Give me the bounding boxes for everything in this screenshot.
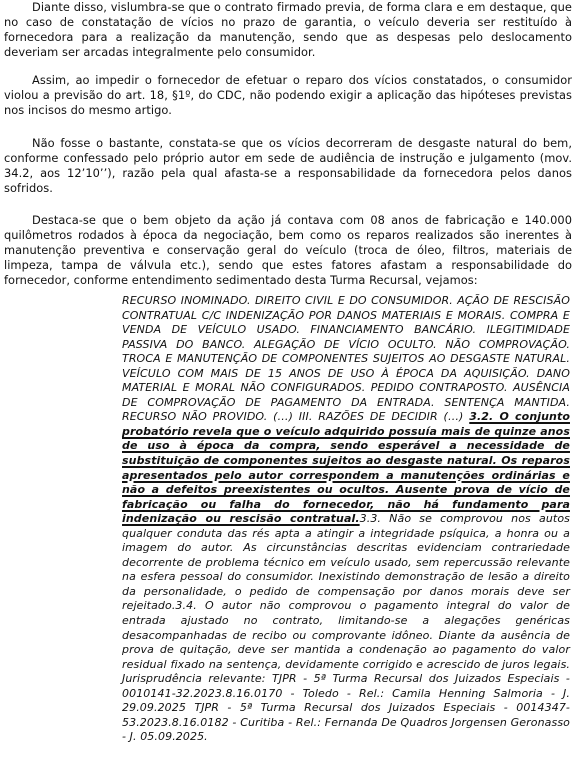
paragraph-vehicle-age: Destaca-se que o bem objeto da ação já contava com 08 anos de fabricação e 140.000 quilômetros rodados à época da negociação, bem como os reparos realizados são inerentes à manutenção preventiva e conservação geral do veículo (troca de óleo, filtros, materiais de limpeza, tampa de válvula etc.), sendo que estes fatores afastam a responsabilidade do fornecedor, conforme entendimento sedimentado desta Turma Recursal, vejamos: xyxy=(4,213,572,288)
jurisprudence-quote xyxy=(122,294,570,745)
paragraph-natural-wear: Não fosse o bastante, constata-se que os vícios decorreram de desgaste natural do bem, conforme confessado pelo próprio autor em sede de audiência de instrução e julgamento (mov. 34.2, aos 12’10’’), razão pela qual afasta-se a responsabilidade da fornecedora pelos danos sofridos. xyxy=(4,136,572,196)
paragraph-cdc-violation: Assim, ao impedir o fornecedor de efetuar o reparo dos vícios constatados, o consumidor violou a previsão do art. 18, §1º, do CDC, não podendo exigir a aplicação das hipóteses previstas nos incisos do mesmo artigo. xyxy=(4,73,572,118)
quote-highlight: 3.2. O conjunto probatório revela que o veículo adquirido possuía mais de quinze anos de uso à época da compra, sendo esperável a necessidade de substituição de componentes sujeitos ao desgaste natural. Os reparos apresentados pelo autor correspondem a manutenções ordinárias e não a defeitos preexistentes ou ocultos. Ausente prova de vício de fabricação ou falha do fornecedor, não há fundamento para indenização ou rescisão contratual. xyxy=(122,410,570,526)
paragraph-contract-terms: Diante disso, vislumbra-se que o contrato firmado previa, de forma clara e em destaque, que no caso de constatação de vícios no prazo de garantia, o veículo deveria ser restituído à fornecedora para a realização da manutenção, sendo que as despesas pelo deslocamento deveriam ser arcadas integralmente pelo consumidor. xyxy=(4,0,572,60)
quote-ementa: RECURSO INOMINADO. DIREITO CIVIL E DO CONSUMIDOR. AÇÃO DE RESCISÃO CONTRATUAL C/C INDENIZAÇÃO POR DANOS MATERIAIS E MORAIS. COMPRA E VENDA DE VEÍCULO USADO. FINANCIAMENTO BANCÁRIO. ILEGITIMIDADE PASSIVA DO BANCO. ALEGAÇÃO DE VÍCIO OCULTO. NÃO COMPROVAÇÃO. TROCA E MANUTENÇÃO DE COMPONENTES SUJEITOS AO DESGASTE NATURAL. VEÍCULO COM MAIS DE 15 ANOS DE USO À ÉPOCA DA AQUISIÇÃO. DANO MATERIAL E MORAL NÃO CONFIGURADOS. PEDIDO CONTRAPOSTO. AUSÊNCIA DE COMPROVAÇÃO DE PAGAMENTO DA ENTRADA. SENTENÇA MANTIDA. RECURSO NÃO PROVIDO. (…) III. RAZÕES DE DECIDIR (…) xyxy=(122,294,570,424)
quote-continuation: 3.3. Não se comprovou nos autos qualquer conduta das rés apta a atingir a integridade psíquica, a honra ou a imagem do autor. As circunstâncias descritas evidenciam contrariedade decorrente de problema técnico em veículo usado, sem repercussão relevante na esfera pessoal do consumidor. Inexistindo demonstração de lesão a direito da personalidade, o pedido de compensação por danos morais deve ser rejeitado.3.4. O autor não comprovou o pagamento integral do valor de entrada ajustado no contrato, limitando-se a alegações genéricas desacompanhadas de recibo ou comprovante idôneo. Diante da ausência de prova de quitação, deve ser mantida a condenação ao pagamento do valor residual fixado na sentença, devidamente corrigido e acrescido de juros legais. Jurisprudência relevante: TJPR - 5ª Turma Recursal dos Juizados Especiais - 0010141-32.2023.8.16.0170 - Toledo - Rel.: Camila Henning Salmoria - J. 29.09.2025 TJPR - 5ª Turma Recursal dos Juizados Especiais - 0014347-53.2023.8.16.0182 - Curitiba - Rel.: Fernanda De Quadros Jorgensen Geronasso - J. 05.09.2025. xyxy=(122,512,570,744)
